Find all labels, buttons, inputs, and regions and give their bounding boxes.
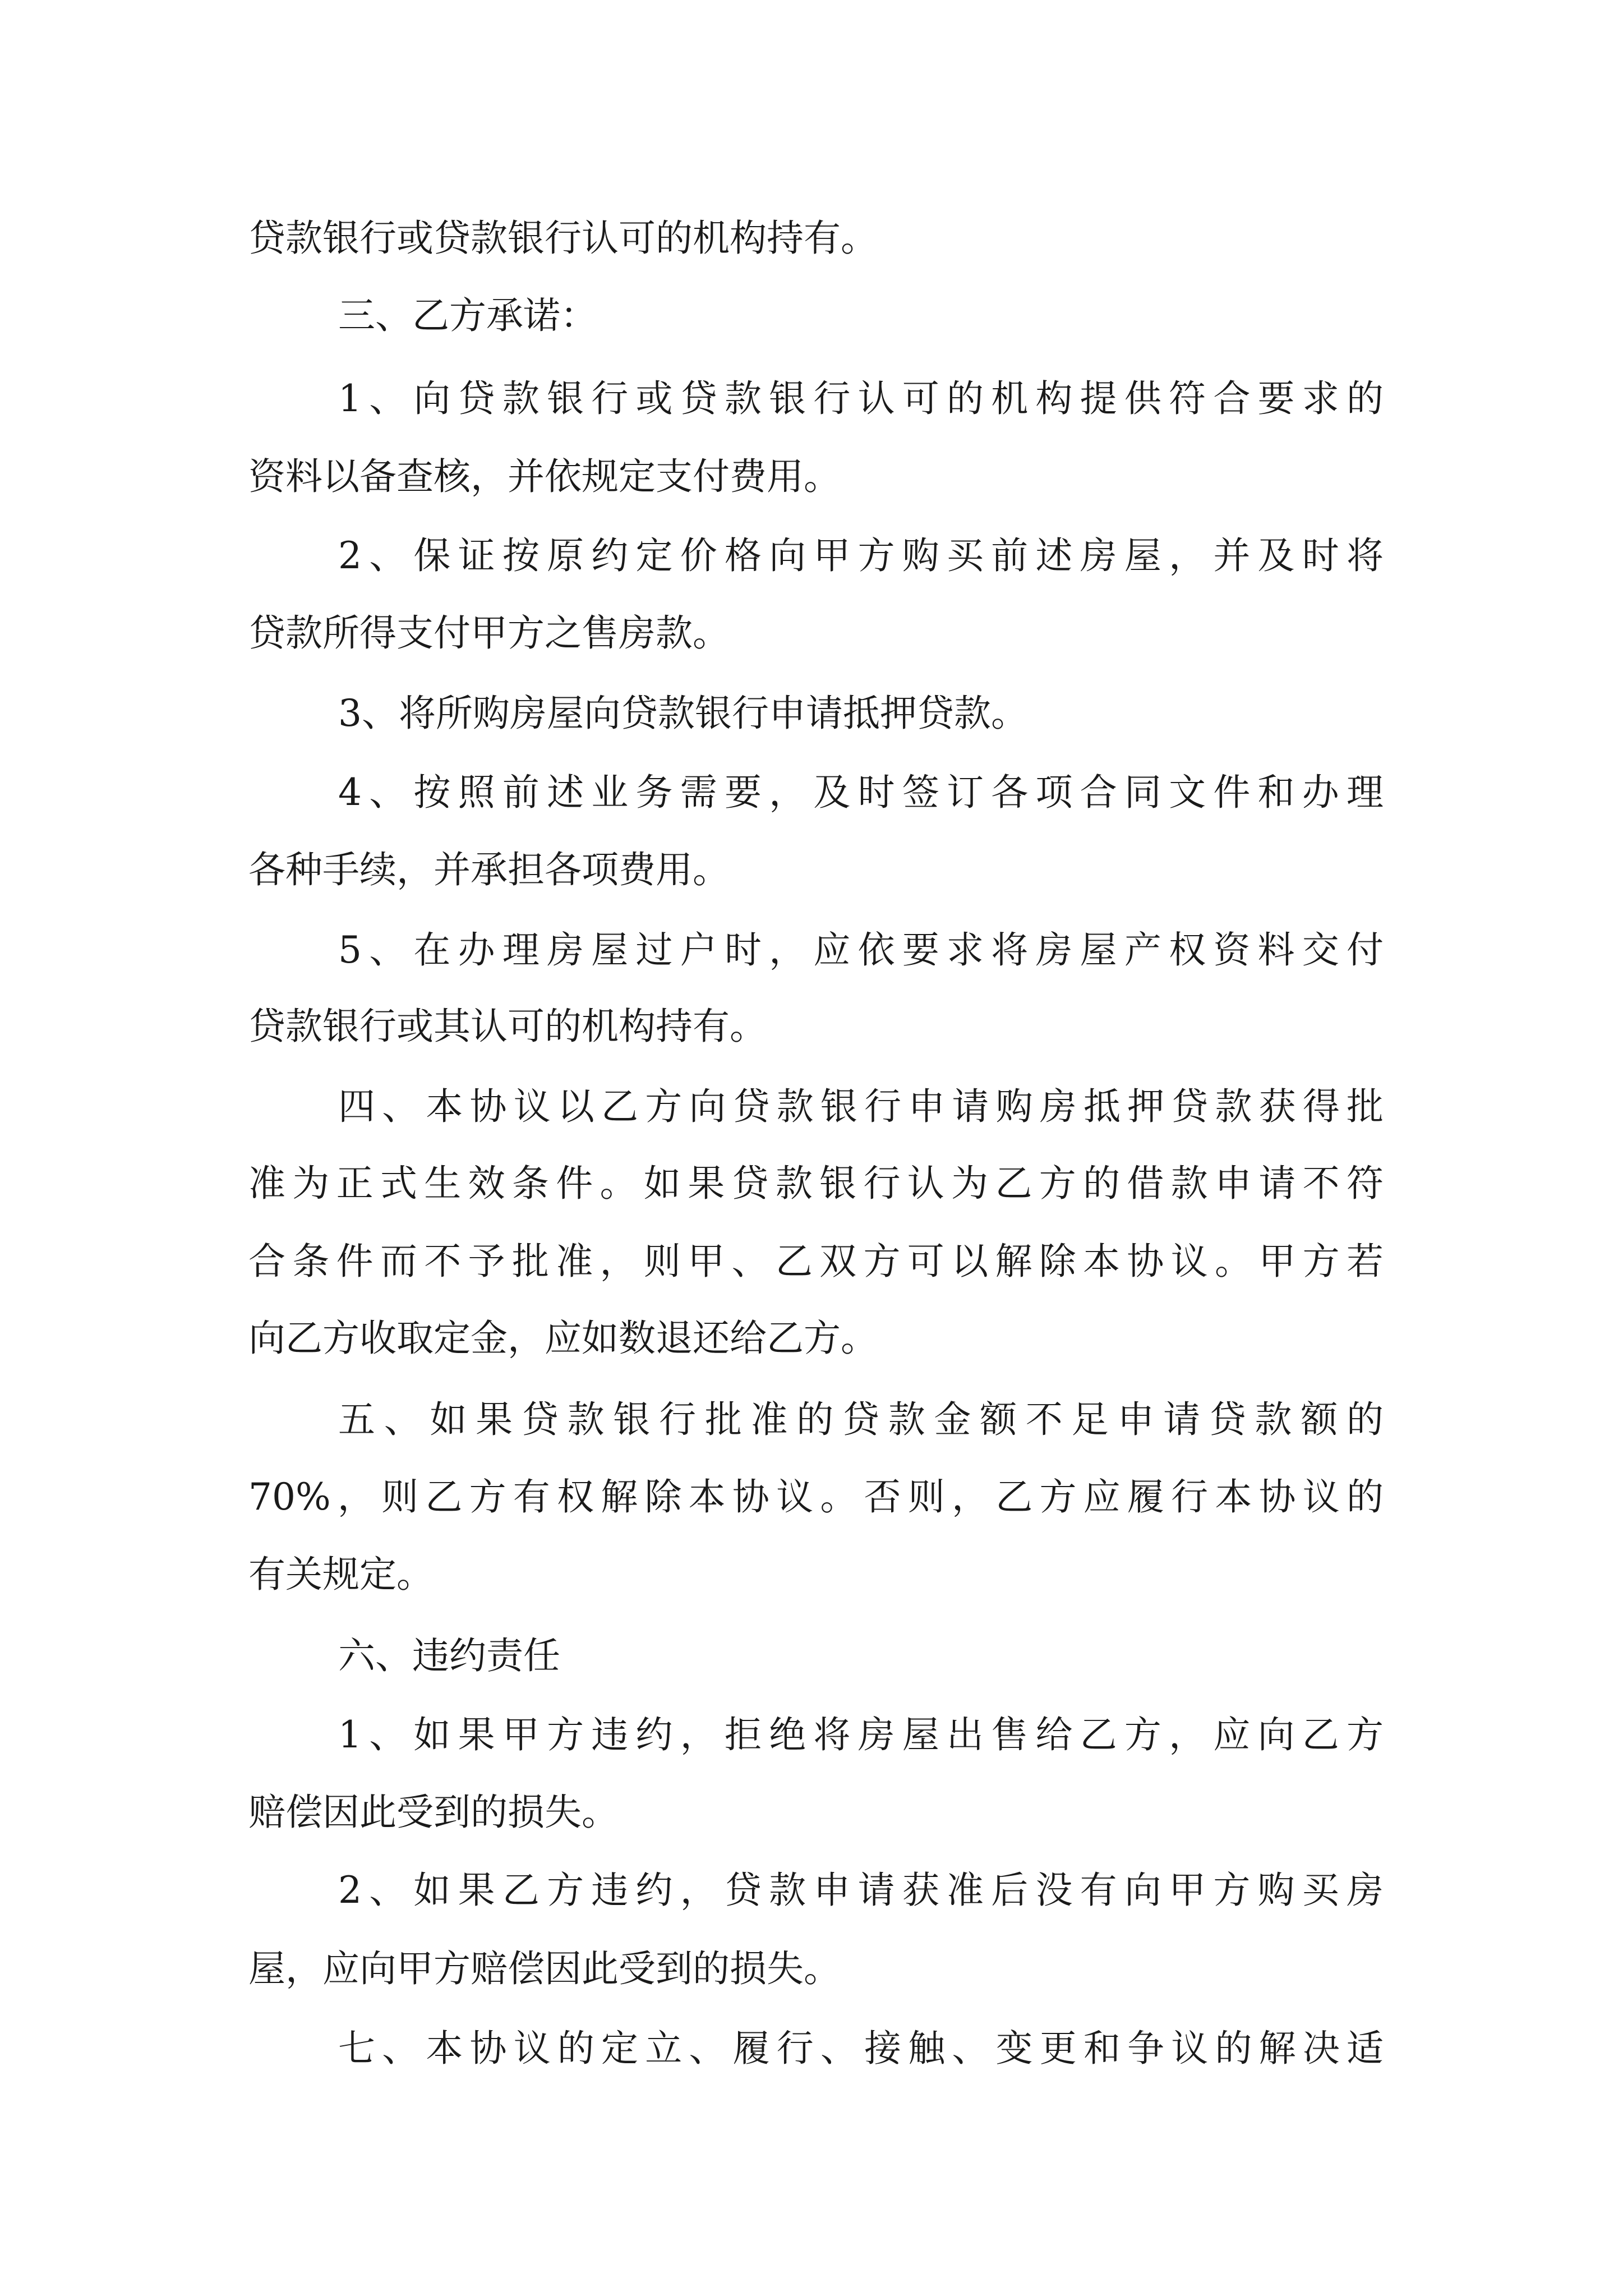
text-line: 向乙方收取定金，应如数退还给乙方。 — [248, 1317, 878, 1360]
text-line: 赔偿因此受到的损失。 — [248, 1791, 619, 1834]
text-line: 合条件而不予批准，则甲、乙双方可以解除本协议。甲方若 — [248, 1240, 1384, 1283]
text-line: 5、在办理房屋过户时，应依要求将房屋产权资料交付 — [338, 928, 1384, 972]
text-line: 4、按照前述业务需要，及时签订各项合同文件和办理 — [338, 771, 1384, 814]
text-line: 2、如果乙方违约，贷款申请获准后没有向甲方购买房 — [338, 1869, 1384, 1912]
text-line: 70%，则乙方有权解除本协议。否则，乙方应履行本协议的 — [248, 1475, 1384, 1519]
text-line: 屋，应向甲方赔偿因此受到的损失。 — [248, 1947, 841, 1990]
text-line: 各种手续，并承担各项费用。 — [248, 848, 730, 891]
text-line: 3、将所购房屋向贷款银行申请抵押贷款。 — [338, 692, 1028, 735]
text-line: 1、向贷款银行或贷款银行认可的机构提供符合要求的 — [338, 377, 1384, 420]
text-line: 有关规定。 — [248, 1553, 434, 1596]
text-line: 五、如果贷款银行批准的贷款金额不足申请贷款额的 — [338, 1398, 1384, 1441]
text-line: 四、本协议以乙方向贷款银行申请购房抵押贷款获得批 — [338, 1085, 1384, 1128]
text-line: 1、如果甲方违约，拒绝将房屋出售给乙方，应向乙方 — [338, 1713, 1384, 1756]
section-heading: 六、违约责任 — [338, 1634, 560, 1677]
text-line: 贷款所得支付甲方之售房款。 — [248, 611, 730, 655]
section-heading: 三、乙方承诺： — [338, 294, 597, 337]
text-line: 资料以备查核，并依规定支付费用。 — [248, 455, 841, 498]
text-line: 准为正式生效条件。如果贷款银行认为乙方的借款申请不符 — [248, 1162, 1384, 1205]
text-line: 贷款银行或其认可的机构持有。 — [248, 1005, 767, 1048]
text-line: 七、本协议的定立、履行、接触、变更和争议的解决适 — [338, 2027, 1384, 2070]
text-line: 2、保证按原约定价格向甲方购买前述房屋，并及时将 — [338, 534, 1384, 577]
text-line: 贷款银行或贷款银行认可的机构持有。 — [248, 217, 878, 260]
